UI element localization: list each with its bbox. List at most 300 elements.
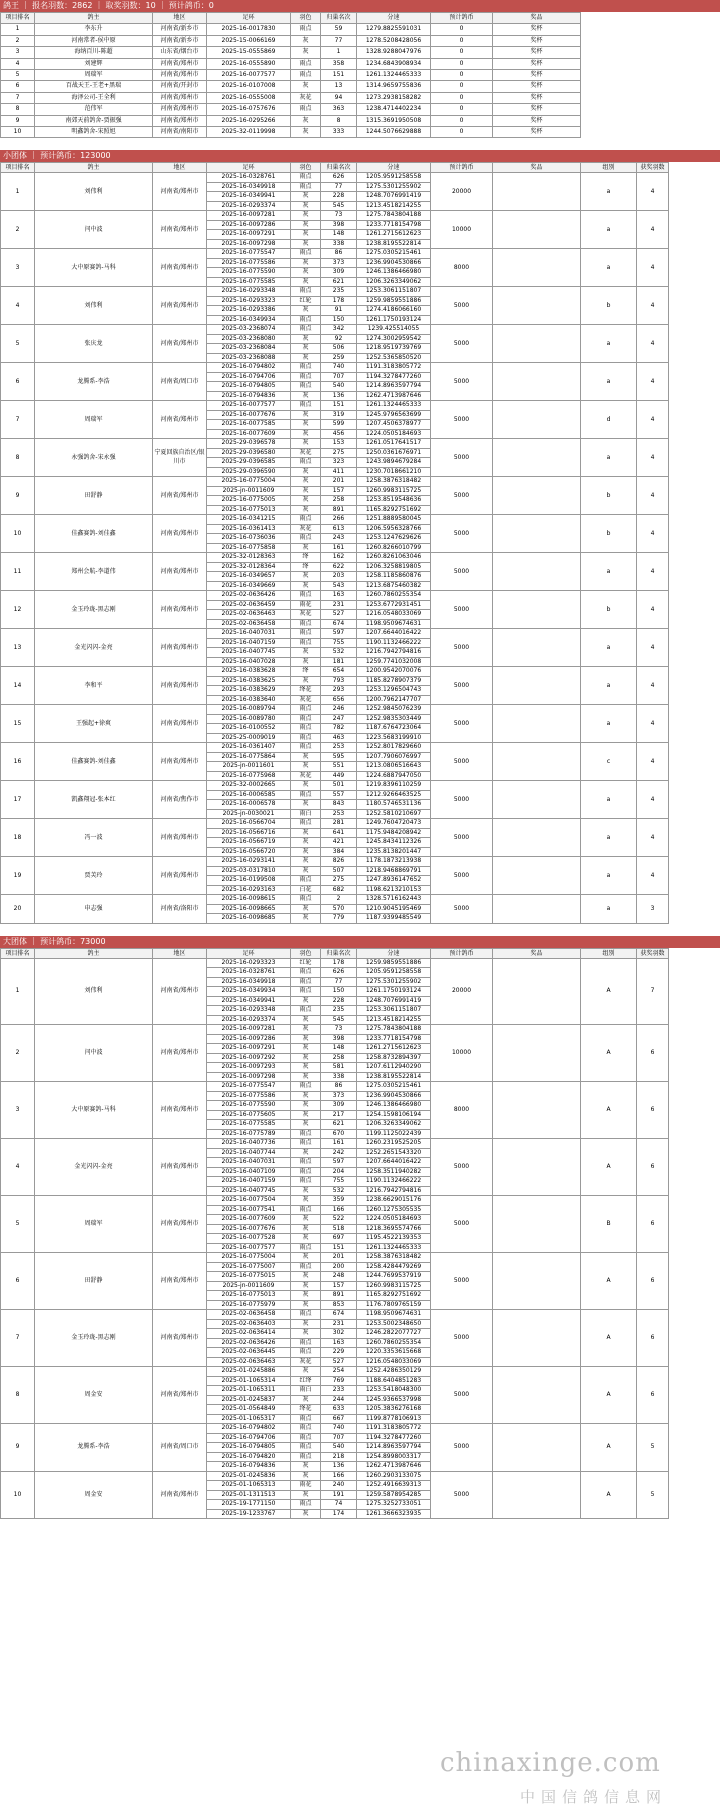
bird-cell: 2025-16-0100552	[207, 724, 291, 734]
prize-cell	[493, 591, 581, 629]
column-header: 羽色	[291, 948, 321, 958]
bird-cell: 2025-16-0775005	[207, 496, 291, 506]
bird-cell: 1253.1247629626	[357, 534, 431, 544]
bird-cell: 1252.9835303449	[357, 714, 431, 724]
bird-cell: 740	[321, 1424, 357, 1434]
bird-cell: 2025-16-0098665	[207, 904, 291, 914]
rank-cell: 1	[1, 958, 35, 1025]
table-cell: 灰	[291, 35, 321, 46]
bird-cell: 2025-16-0775547	[207, 249, 291, 259]
bird-cell: 91	[321, 306, 357, 316]
bird-cell: 灰	[291, 828, 321, 838]
bird-cell: 灰	[291, 220, 321, 230]
table-cell: 1244.5076629888	[357, 127, 431, 138]
bird-cell: 2025-16-0077676	[207, 410, 291, 420]
prize-cell	[493, 477, 581, 515]
bird-cell: 2025-16-0775585	[207, 1120, 291, 1130]
bird-cell: 769	[321, 1376, 357, 1386]
bird-cell: 527	[321, 610, 357, 620]
bird-cell: 2025-16-0775590	[207, 268, 291, 278]
owner-cell: 周金安	[35, 1367, 153, 1424]
bird-cell: 2025-16-0775590	[207, 1101, 291, 1111]
prize-cell	[493, 1253, 581, 1310]
table-row	[1, 287, 669, 297]
bird-cell: 灰	[291, 1224, 321, 1234]
bird-cell: 1224.0505184693	[357, 1215, 431, 1225]
bird-cell: 228	[321, 996, 357, 1006]
region-cell: 河南省/郑州市	[153, 629, 207, 667]
bird-cell: 150	[321, 987, 357, 997]
bird-cell: 灰	[291, 581, 321, 591]
bird-cell: 灰	[291, 762, 321, 772]
owner-cell: 郑州会航-李道伟	[35, 553, 153, 591]
column-header: 归巢名次	[321, 13, 357, 24]
column-header: 奖品	[493, 163, 581, 173]
owner-cell: 闫中波	[35, 1025, 153, 1082]
bird-cell: 545	[321, 201, 357, 211]
bird-cell: 2025-16-0293163	[207, 885, 291, 895]
bird-cell: 203	[321, 572, 357, 582]
table-cell: 1279.8825591031	[357, 24, 431, 35]
bird-cell: 2025-16-0199508	[207, 876, 291, 886]
bird-cell: 2025-16-0349941	[207, 996, 291, 1006]
group-cell: B	[581, 1196, 637, 1253]
table-cell: 2025-16-0295266	[207, 115, 291, 126]
bird-cell: 1252.8017829660	[357, 743, 431, 753]
bird-cell: 雨点	[291, 182, 321, 192]
bird-cell: 545	[321, 1015, 357, 1025]
bird-cell: 雨点	[291, 790, 321, 800]
column-header: 预计鸽币	[431, 163, 493, 173]
bird-cell: 1224.6887947050	[357, 771, 431, 781]
bird-cell: 1187.6764723064	[357, 724, 431, 734]
table-cell: 2025-16-0555890	[207, 58, 291, 69]
region-cell: 河南省/郑州市	[153, 667, 207, 705]
bird-cell: 灰	[291, 648, 321, 658]
group-cell: a	[581, 553, 637, 591]
bird-cell: 449	[321, 771, 357, 781]
bird-cell: 891	[321, 1291, 357, 1301]
bird-cell: 707	[321, 1433, 357, 1443]
bird-cell: 1245.9366537998	[357, 1395, 431, 1405]
table-cell: 奖杯	[493, 127, 581, 138]
bird-cell: 1258.8732894397	[357, 1053, 431, 1063]
bird-cell: 雨点	[291, 743, 321, 753]
bird-cell: 雨点	[291, 1424, 321, 1434]
column-header: 组别	[581, 948, 637, 958]
bird-cell: 622	[321, 562, 357, 572]
bird-cell: 1198.9509674631	[357, 1310, 431, 1320]
bird-cell: 1220.3353615668	[357, 1348, 431, 1358]
bird-cell: 2025-03-2368074	[207, 325, 291, 335]
rank-cell: 3	[1, 1082, 35, 1139]
bird-cell: 181	[321, 657, 357, 667]
bird-cell: 2025-16-0328761	[207, 173, 291, 183]
bird-cell: 2025-01-1311513	[207, 1490, 291, 1500]
bird-cell: 2025-03-2368088	[207, 353, 291, 363]
bird-cell: 1261.1324465333	[357, 1243, 431, 1253]
group-cell: a	[581, 363, 637, 401]
bird-cell: 灰	[291, 1462, 321, 1472]
bird-cell: 1194.3278477260	[357, 372, 431, 382]
count-cell: 5	[637, 1471, 669, 1519]
bird-cell: 2025-16-0407159	[207, 638, 291, 648]
table-cell: 0	[431, 127, 493, 138]
bird-cell: 灰	[291, 353, 321, 363]
bird-cell: 2025-16-0407745	[207, 1186, 291, 1196]
bird-cell: 1246.1386466980	[357, 268, 431, 278]
bird-cell: 148	[321, 1044, 357, 1054]
rank-cell: 17	[1, 781, 35, 819]
bird-cell: 2025-02-0636459	[207, 600, 291, 610]
region-cell: 河南省/郑州市	[153, 401, 207, 439]
bird-cell: 1260.2319525205	[357, 1139, 431, 1149]
table-row	[1, 58, 581, 69]
prize-cell	[493, 287, 581, 325]
prize-cell	[493, 1471, 581, 1519]
table-cell: 77	[321, 35, 357, 46]
region-cell: 河南省/郑州市	[153, 1025, 207, 1082]
bird-cell: 1259.5878954285	[357, 1490, 431, 1500]
coin-cell: 5000	[431, 705, 493, 743]
column-header: 获奖羽数	[637, 163, 669, 173]
prize-cell	[493, 958, 581, 1025]
bird-cell: 2025-16-0407109	[207, 1167, 291, 1177]
bird-cell: 灰	[291, 477, 321, 487]
section-pigeon-king	[0, 0, 720, 138]
count-cell: 4	[637, 553, 669, 591]
bird-cell: 灰	[291, 230, 321, 240]
prize-cell	[493, 781, 581, 819]
coin-cell: 5000	[431, 1424, 493, 1472]
prize-cell	[493, 1082, 581, 1139]
table-cell: 333	[321, 127, 357, 138]
bird-cell: 77	[321, 182, 357, 192]
owner-cell: 佳鑫赛鸽-刘佳鑫	[35, 743, 153, 781]
bird-cell: 626	[321, 173, 357, 183]
owner-cell: 冯一波	[35, 819, 153, 857]
bird-cell: 373	[321, 258, 357, 268]
bird-cell: 2025-16-0383625	[207, 676, 291, 686]
bird-cell: 灰	[291, 1509, 321, 1519]
bird-cell: 白花	[291, 885, 321, 895]
bird-cell: 灰	[291, 1367, 321, 1377]
count-cell: 6	[637, 1367, 669, 1424]
bird-cell: 1245.8434112326	[357, 838, 431, 848]
bird-cell: 灰	[291, 1101, 321, 1111]
bird-cell: 2	[321, 895, 357, 905]
bird-cell: 1223.5683199910	[357, 733, 431, 743]
bird-cell: 2025-16-0775547	[207, 1082, 291, 1092]
bird-cell: 雨点	[291, 315, 321, 325]
bird-cell: 1260.8261063046	[357, 553, 431, 563]
bird-cell: 1252.9845076239	[357, 705, 431, 715]
rank-cell: 15	[1, 705, 35, 743]
bird-cell: 2025-16-0361407	[207, 743, 291, 753]
table-cell: 5	[1, 70, 35, 81]
group-cell: A	[581, 1139, 637, 1196]
region-cell: 河南省/郑州市	[153, 857, 207, 895]
bird-cell: 2025-16-0407745	[207, 648, 291, 658]
owner-cell: 周金安	[35, 1471, 153, 1519]
prize-cell	[493, 249, 581, 287]
column-header: 羽色	[291, 163, 321, 173]
bird-cell: 灰	[291, 543, 321, 553]
bird-cell: 1190.1132466222	[357, 1177, 431, 1187]
column-header: 预计鸽币	[431, 948, 493, 958]
group-cell: A	[581, 1310, 637, 1367]
bird-cell: 2025-16-0775586	[207, 258, 291, 268]
bird-cell: 雨点	[291, 1338, 321, 1348]
bird-cell: 150	[321, 315, 357, 325]
column-header: 获奖羽数	[637, 948, 669, 958]
table-row	[1, 958, 669, 968]
bird-cell: 2025-02-0636426	[207, 591, 291, 601]
bird-cell: 302	[321, 1329, 357, 1339]
table-row	[1, 439, 669, 449]
group-cell: a	[581, 667, 637, 705]
table-cell: 2025-32-0119998	[207, 127, 291, 138]
bird-cell: 1259.7741032008	[357, 657, 431, 667]
region-cell: 河南省/郑州市	[153, 1471, 207, 1519]
column-header: 项目排名	[1, 163, 35, 173]
bird-cell: 2025-16-0349669	[207, 581, 291, 591]
bird-cell: 1216.0548033069	[357, 610, 431, 620]
table-cell: 奖杯	[493, 104, 581, 115]
bird-cell: 1175.9484208942	[357, 828, 431, 838]
bird-cell: 2025-16-0077609	[207, 1215, 291, 1225]
prize-cell	[493, 895, 581, 924]
column-header: 足环	[207, 13, 291, 24]
column-header: 鸽主	[35, 13, 153, 24]
count-cell: 6	[637, 1025, 669, 1082]
bird-cell: 雨点	[291, 987, 321, 997]
bird-cell: 2025-01-0245836	[207, 1471, 291, 1481]
table-cell: 明鑫鸽舍-宋照旭	[35, 127, 153, 138]
bird-cell: 323	[321, 458, 357, 468]
table-cell: 8	[321, 115, 357, 126]
bird-cell: 1251.8889580045	[357, 515, 431, 525]
bird-cell: 1206.3258819805	[357, 562, 431, 572]
bird-cell: 1238.8195522814	[357, 1072, 431, 1082]
bird-cell: 2025-16-0293141	[207, 857, 291, 867]
bird-cell: 641	[321, 828, 357, 838]
bird-cell: 2025-16-0775004	[207, 1253, 291, 1263]
table-cell: 2025-16-0757676	[207, 104, 291, 115]
rank-cell: 14	[1, 667, 35, 705]
bird-cell: 1187.9399485549	[357, 914, 431, 924]
bird-cell: 雨点	[291, 1414, 321, 1424]
bird-cell: 136	[321, 391, 357, 401]
coin-cell: 5000	[431, 1196, 493, 1253]
bird-cell: 2025-16-0097286	[207, 1034, 291, 1044]
bird-cell: 2025-32-0002665	[207, 781, 291, 791]
bird-cell: 灰	[291, 657, 321, 667]
table-cell: 海纳百川-陈超	[35, 47, 153, 58]
bird-cell: 1261.1750193124	[357, 315, 431, 325]
bird-cell: 灰	[291, 1044, 321, 1054]
region-cell: 河南省/郑州市	[153, 287, 207, 325]
bird-cell: 1258.3876318482	[357, 477, 431, 487]
table-cell: 百战天王-王老+黑瑞	[35, 81, 153, 92]
bird-cell: 灰	[291, 1110, 321, 1120]
table-cell: 雨点	[291, 70, 321, 81]
bird-cell: 707	[321, 372, 357, 382]
count-cell: 6	[637, 1082, 669, 1139]
bird-cell: 灰	[291, 572, 321, 582]
table-row	[1, 70, 581, 81]
bird-cell: 1274.4186066160	[357, 306, 431, 316]
owner-cell: 永强鸽舍-宋永强	[35, 439, 153, 477]
bird-cell: 1205.9591258558	[357, 173, 431, 183]
bird-cell: 2025-01-1065313	[207, 1481, 291, 1491]
bird-cell: 1236.9904530866	[357, 1091, 431, 1101]
table-row	[1, 895, 669, 905]
bird-cell: 254	[321, 1367, 357, 1377]
prize-cell	[493, 743, 581, 781]
watermark-url: chinaxinge.com	[440, 1748, 661, 1778]
bird-cell: 2025-jn-0011609	[207, 1281, 291, 1291]
bird-cell: 灰	[291, 420, 321, 430]
bird-cell: 灰	[291, 838, 321, 848]
bird-cell: 1258.4284479269	[357, 1262, 431, 1272]
bird-cell: 1239.425514055	[357, 325, 431, 335]
bird-cell: 灰	[291, 866, 321, 876]
region-cell: 河南省/洛阳市	[153, 895, 207, 924]
table-row	[1, 92, 581, 103]
bird-cell: 灰	[291, 914, 321, 924]
owner-cell: 闫中波	[35, 211, 153, 249]
table-cell: 河南省/郑州市	[153, 58, 207, 69]
rank-cell: 5	[1, 325, 35, 363]
bird-cell: 2025-16-0077585	[207, 420, 291, 430]
region-cell: 河南省/郑州市	[153, 1082, 207, 1139]
bird-cell: 233	[321, 1386, 357, 1396]
bird-cell: 2025-16-0077577	[207, 1243, 291, 1253]
owner-cell: 金玉玲珑-黑志刚	[35, 1310, 153, 1367]
table-row	[1, 173, 669, 183]
bird-cell: 灰	[291, 1053, 321, 1063]
coin-cell: 5000	[431, 1367, 493, 1424]
bird-cell: 灰	[291, 800, 321, 810]
bird-cell: 雨点	[291, 1177, 321, 1187]
coin-cell: 5000	[431, 515, 493, 553]
bird-cell: 266	[321, 515, 357, 525]
coin-cell: 5000	[431, 895, 493, 924]
bird-cell: 1260.8266010799	[357, 543, 431, 553]
table-cell: 59	[321, 24, 357, 35]
bird-cell: 灰	[291, 505, 321, 515]
bird-cell: 1274.3002959542	[357, 334, 431, 344]
bird-cell: 86	[321, 249, 357, 259]
bird-cell: 2025-16-0328761	[207, 968, 291, 978]
owner-cell: 申志强	[35, 895, 153, 924]
bird-cell: 1216.0548033069	[357, 1357, 431, 1367]
bird-cell: 151	[321, 401, 357, 411]
bird-cell: 421	[321, 838, 357, 848]
count-cell: 6	[637, 1139, 669, 1196]
owner-cell: 王强起+徐爽	[35, 705, 153, 743]
bird-cell: 73	[321, 211, 357, 221]
coin-cell: 5000	[431, 819, 493, 857]
bird-cell: 灰	[291, 676, 321, 686]
bird-cell: 2025-16-0407031	[207, 1158, 291, 1168]
table-cell: 0	[431, 115, 493, 126]
count-cell: 4	[637, 781, 669, 819]
coin-cell: 20000	[431, 958, 493, 1025]
count-cell: 4	[637, 211, 669, 249]
bird-cell: 灰	[291, 996, 321, 1006]
bird-cell: 1261.1324465333	[357, 401, 431, 411]
bird-cell: 501	[321, 781, 357, 791]
bird-cell: 雨点	[291, 977, 321, 987]
column-header: 分速	[357, 948, 431, 958]
bird-cell: 2025-16-0293348	[207, 1006, 291, 1016]
count-cell: 4	[637, 477, 669, 515]
bird-cell: 雨点	[291, 968, 321, 978]
coin-cell: 5000	[431, 553, 493, 591]
group-cell: a	[581, 629, 637, 667]
bird-cell: 绛花	[291, 686, 321, 696]
bird-cell: 2025-16-0293323	[207, 958, 291, 968]
bird-cell: 雨点	[291, 733, 321, 743]
region-cell: 河南省/郑州市	[153, 819, 207, 857]
bird-cell: 2025-16-0775979	[207, 1300, 291, 1310]
table-row	[1, 401, 669, 411]
large-team-table	[0, 948, 669, 1520]
bird-cell: 1216.7942794816	[357, 648, 431, 658]
bird-cell: 338	[321, 1072, 357, 1082]
column-header: 项目排名	[1, 13, 35, 24]
bird-cell: 1213.4518214255	[357, 1015, 431, 1025]
bird-cell: 1275.7843804188	[357, 211, 431, 221]
table-cell: 奖杯	[493, 24, 581, 35]
count-cell: 3	[637, 895, 669, 924]
bird-cell: 1235.8138201447	[357, 847, 431, 857]
coin-cell: 5000	[431, 401, 493, 439]
coin-cell: 5000	[431, 363, 493, 401]
bird-cell: 1245.9796563699	[357, 410, 431, 420]
table-cell: 河南省/郑州市	[153, 92, 207, 103]
owner-cell: 龙腾系-李浩	[35, 1424, 153, 1472]
bird-cell: 2025-jn-0011601	[207, 762, 291, 772]
coin-cell: 20000	[431, 173, 493, 211]
bird-cell: 1218.9468869791	[357, 866, 431, 876]
bird-cell: 2025-02-0636426	[207, 1338, 291, 1348]
bird-cell: 雨白	[291, 809, 321, 819]
bird-cell: 2025-16-0098685	[207, 914, 291, 924]
owner-cell: 田舒静	[35, 477, 153, 515]
prize-cell	[493, 325, 581, 363]
bird-cell: 灰	[291, 496, 321, 506]
bird-cell: 2025-29-0396585	[207, 458, 291, 468]
bird-cell: 1261.2715612623	[357, 1044, 431, 1054]
table-cell: 10	[1, 127, 35, 138]
bird-cell: 338	[321, 239, 357, 249]
bird-cell: 2025-16-0566704	[207, 819, 291, 829]
bird-cell: 1176.7809765159	[357, 1300, 431, 1310]
table-cell: 1234.6843908934	[357, 58, 431, 69]
bird-cell: 1238.8195522814	[357, 239, 431, 249]
bird-cell: 2025-16-0407744	[207, 1148, 291, 1158]
coin-cell: 5000	[431, 857, 493, 895]
owner-cell: 金光闪闪-金亮	[35, 1139, 153, 1196]
table-row	[1, 591, 669, 601]
table-row	[1, 781, 669, 791]
bird-cell: 1250.0361676971	[357, 448, 431, 458]
table-cell: 河南省/南阳市	[153, 127, 207, 138]
column-header: 鸽主	[35, 948, 153, 958]
